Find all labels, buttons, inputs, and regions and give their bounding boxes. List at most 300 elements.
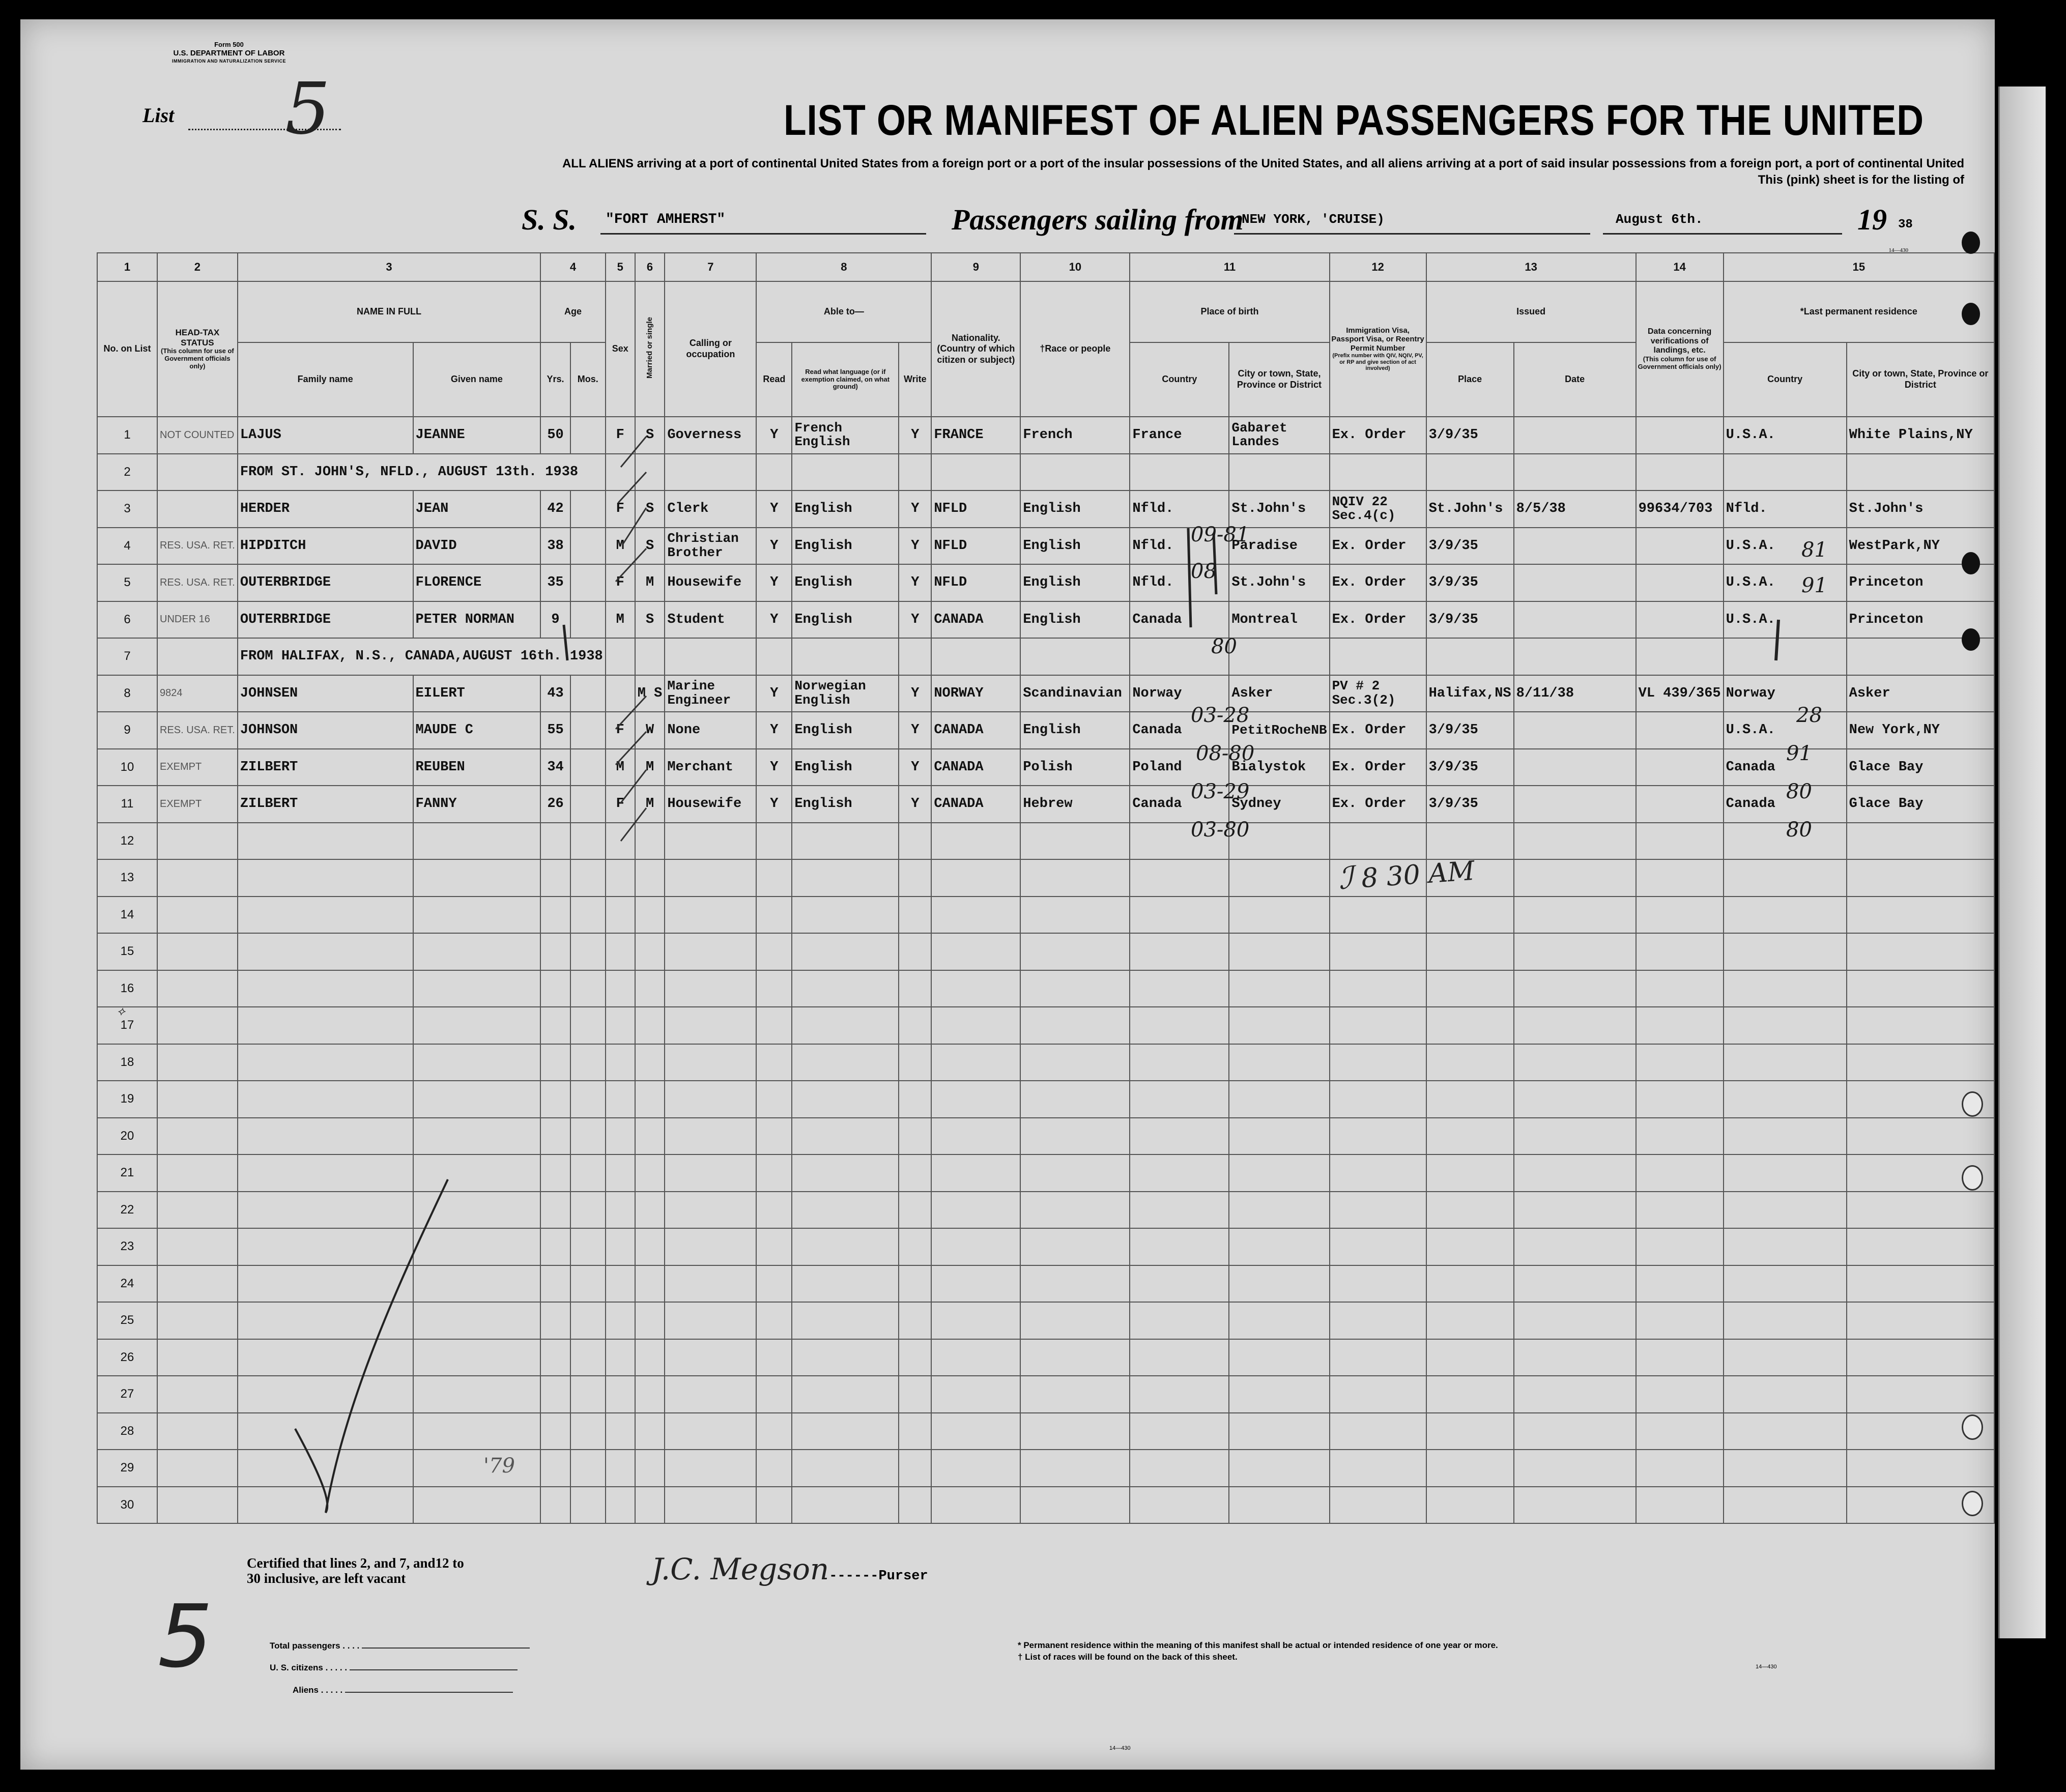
cell-place: 3/9/35 bbox=[1426, 601, 1514, 639]
cell-family: ZILBERT bbox=[238, 749, 413, 786]
cell-given: JEANNE bbox=[413, 417, 541, 454]
cell-read: Y bbox=[756, 786, 792, 823]
cell-nat: CANADA bbox=[931, 749, 1020, 786]
handwritten-code: 80 bbox=[1211, 635, 1237, 658]
cell-ms: S bbox=[635, 601, 665, 639]
line-number: 20 bbox=[97, 1118, 157, 1155]
cell-family: ZILBERT bbox=[238, 786, 413, 823]
hdr-visa-title: Immigration Visa, Passport Visa, or Reentry Permit Number bbox=[1331, 326, 1424, 353]
col-num-14: 14 bbox=[1636, 253, 1724, 281]
footnote-races: † List of races will be found on the back of this sheet. bbox=[1018, 1652, 1238, 1662]
cell-place: 3/9/35 bbox=[1426, 417, 1514, 454]
form-code: 14—430 bbox=[1888, 247, 1908, 253]
cell-calling: Clerk bbox=[665, 490, 756, 528]
cell-rcountry: Canada bbox=[1724, 786, 1847, 823]
aliens-row: Aliens . . . . . bbox=[270, 1679, 530, 1701]
cell-status: EXEMPT bbox=[157, 749, 238, 786]
line-number: 25 bbox=[97, 1302, 157, 1339]
handwritten-code: 80 bbox=[1786, 780, 1812, 803]
manifest-title: LIST OR MANIFEST OF ALIEN PASSENGERS FOR THE UNITED bbox=[784, 96, 1924, 144]
cell-nat: NFLD bbox=[931, 490, 1020, 528]
cell-bcity: St.John's bbox=[1229, 564, 1329, 601]
cell-family: LAJUS bbox=[238, 417, 413, 454]
cell-family: OUTERBRIDGE bbox=[238, 601, 413, 639]
cell-lang: English bbox=[792, 490, 899, 528]
cell-visa: Ex. Order bbox=[1330, 564, 1426, 601]
cell-ms: W bbox=[635, 712, 665, 749]
binder-hole bbox=[1962, 552, 1980, 574]
cell-nat: NORWAY bbox=[931, 675, 1020, 712]
cell-sex: F bbox=[606, 786, 635, 823]
col-num-13: 13 bbox=[1426, 253, 1636, 281]
cell-rcity: Asker bbox=[1847, 675, 1994, 712]
cell-yrs: 34 bbox=[540, 749, 570, 786]
hdr-place-of-birth: Place of birth bbox=[1130, 281, 1329, 342]
hdr-sex: Sex bbox=[606, 281, 635, 417]
col-num-3: 3 bbox=[238, 253, 540, 281]
handwritten-code: 91 bbox=[1801, 574, 1827, 597]
cell-calling: Governess bbox=[665, 417, 756, 454]
cell-bcity: Bialystok bbox=[1229, 749, 1329, 786]
col-num-11: 11 bbox=[1130, 253, 1329, 281]
line-number: 19 bbox=[97, 1081, 157, 1118]
cell-given: EILERT bbox=[413, 675, 541, 712]
cell-nat: CANADA bbox=[931, 601, 1020, 639]
line-number: 4 bbox=[97, 528, 157, 565]
purser-label: Purser bbox=[878, 1569, 928, 1584]
cell-date: 8/11/38 bbox=[1514, 675, 1636, 712]
hdr-verification-note: (This column for use of Government officials only) bbox=[1638, 355, 1721, 370]
certification-line-1: Certified that lines 2, and 7, and12 to bbox=[247, 1555, 464, 1571]
cell-race: English bbox=[1020, 601, 1130, 639]
cell-bcountry: Norway bbox=[1130, 675, 1229, 712]
cell-rcountry: Canada bbox=[1724, 749, 1847, 786]
hdr-no-on-list: No. on List bbox=[97, 281, 157, 417]
cell-write: Y bbox=[899, 528, 931, 565]
cell-rcity: WestPark,NY bbox=[1847, 528, 1994, 565]
cell-date: 8/5/38 bbox=[1514, 490, 1636, 528]
binder-hole bbox=[1962, 628, 1980, 651]
line-number: 26 bbox=[97, 1339, 157, 1376]
cell-sex: F bbox=[606, 564, 635, 601]
line-number: 9 bbox=[97, 712, 157, 749]
cell-calling: Housewife bbox=[665, 564, 756, 601]
cell-bcity: Gabaret Landes bbox=[1229, 417, 1329, 454]
cell-ms: S bbox=[635, 490, 665, 528]
check-mark bbox=[295, 1179, 448, 1513]
departure-banner: FROM HALIFAX, N.S., CANADA,AUGUST 16th. 1938 bbox=[238, 638, 606, 675]
cell-status: EXEMPT bbox=[157, 786, 238, 823]
hdr-married-text: Married or single bbox=[645, 316, 654, 379]
hdr-res-city: City or town, State, Province or District bbox=[1847, 342, 1994, 417]
hdr-write: Write bbox=[899, 342, 931, 417]
cell-read: Y bbox=[756, 564, 792, 601]
cell-rcountry: U.S.A. bbox=[1724, 712, 1847, 749]
cell-lang: English bbox=[792, 528, 899, 565]
col-num-9: 9 bbox=[931, 253, 1020, 281]
list-label: List bbox=[142, 104, 175, 127]
line-number: 29 bbox=[97, 1450, 157, 1487]
cell-lang: English bbox=[792, 564, 899, 601]
ship-name: "FORT AMHERST" bbox=[606, 212, 726, 227]
res-stroke bbox=[1776, 620, 1778, 660]
line-number: 23 bbox=[97, 1228, 157, 1265]
cell-given: MAUDE C bbox=[413, 712, 541, 749]
cell-bcity: Montreal bbox=[1229, 601, 1329, 639]
cell-read: Y bbox=[756, 490, 792, 528]
sailing-from: NEW YORK, 'CRUISE) bbox=[1242, 212, 1385, 227]
aliens-label: Aliens bbox=[293, 1685, 319, 1695]
cell-yrs: 50 bbox=[540, 417, 570, 454]
manifest-sheet bbox=[20, 19, 1995, 1770]
subtitle-line-1: ALL ALIENS arriving at a port of continental United States from a foreign port or a port of the insular possessions of the United States, and all aliens arriving at a port of said insular possessions from a foreign port, a port of continental United bbox=[562, 157, 1964, 170]
hdr-yrs: Yrs. bbox=[540, 342, 570, 417]
ss-label: S. S. bbox=[522, 203, 577, 236]
handwritten-code: 91 bbox=[1786, 742, 1812, 765]
col-num-10: 10 bbox=[1020, 253, 1130, 281]
col-num-8: 8 bbox=[756, 253, 931, 281]
cell-race: English bbox=[1020, 712, 1130, 749]
cell-yrs: 42 bbox=[540, 490, 570, 528]
cell-family: HERDER bbox=[238, 490, 413, 528]
cell-status: RES. USA. RET. bbox=[157, 528, 238, 565]
year-suffix: 38 bbox=[1898, 218, 1913, 232]
cell-read: Y bbox=[756, 749, 792, 786]
cell-nat: FRANCE bbox=[931, 417, 1020, 454]
handwritten-code: 28 bbox=[1796, 704, 1822, 727]
cell-rcity: New York,NY bbox=[1847, 712, 1994, 749]
hdr-read-lang: Read what language (or if exemption claimed, on what ground) bbox=[792, 342, 899, 417]
binder-hole bbox=[1962, 1414, 1983, 1440]
cell-write: Y bbox=[899, 564, 931, 601]
cell-sex: F bbox=[606, 490, 635, 528]
line-number: 27 bbox=[97, 1376, 157, 1413]
cell-rcity: Glace Bay bbox=[1847, 749, 1994, 786]
cell-nat: CANADA bbox=[931, 712, 1020, 749]
cell-rcity: Glace Bay bbox=[1847, 786, 1994, 823]
handwritten-code: 08 bbox=[1191, 560, 1217, 583]
cell-bcountry: Nfld. bbox=[1130, 528, 1229, 565]
us-citizens-row: U. S. citizens . . . . . bbox=[270, 1657, 530, 1679]
cell-nat: NFLD bbox=[931, 564, 1020, 601]
cell-rcity: St.John's bbox=[1847, 490, 1994, 528]
hdr-able-to: Able to— bbox=[756, 281, 931, 342]
hdr-family-name: Family name bbox=[238, 342, 413, 417]
cell-family: JOHNSON bbox=[238, 712, 413, 749]
hdr-age: Age bbox=[540, 281, 605, 342]
line-number: 2 bbox=[97, 454, 157, 491]
cell-write: Y bbox=[899, 490, 931, 528]
cell-sex: F bbox=[606, 417, 635, 454]
hdr-visa-note: (Prefix number with QIV, NQIV, PV, or RP and give section of act involved) bbox=[1332, 352, 1423, 372]
cell-place: 3/9/35 bbox=[1426, 564, 1514, 601]
cell-visa: Ex. Order bbox=[1330, 749, 1426, 786]
total-passengers-row: Total passengers . . . . bbox=[270, 1635, 530, 1657]
hdr-name-in-full: NAME IN FULL bbox=[238, 281, 540, 342]
binder-hole bbox=[1962, 1165, 1983, 1191]
form-number: Form 500 bbox=[214, 41, 244, 48]
cell-read: Y bbox=[756, 675, 792, 712]
cell-place: 3/9/35 bbox=[1426, 528, 1514, 565]
total-passengers-label: Total passengers bbox=[270, 1641, 340, 1651]
cell-given: REUBEN bbox=[413, 749, 541, 786]
cell-sex: M bbox=[606, 528, 635, 565]
line-number: 5 bbox=[97, 564, 157, 601]
handwritten-code: 80 bbox=[1786, 818, 1812, 842]
cell-visa: Ex. Order bbox=[1330, 601, 1426, 639]
cell-sex: M bbox=[606, 749, 635, 786]
cell-race: French bbox=[1020, 417, 1130, 454]
cell-race: English bbox=[1020, 564, 1130, 601]
cell-race: Hebrew bbox=[1020, 786, 1130, 823]
cell-given: FLORENCE bbox=[413, 564, 541, 601]
cell-race: English bbox=[1020, 490, 1130, 528]
us-citizens-label: U. S. citizens bbox=[270, 1663, 323, 1673]
cell-rcountry: Norway bbox=[1724, 675, 1847, 712]
list-number: 5 bbox=[285, 68, 331, 151]
hdr-given-name: Given name bbox=[413, 342, 541, 417]
cell-bcountry: Poland bbox=[1130, 749, 1229, 786]
sailing-date: August 6th. bbox=[1616, 212, 1703, 227]
binder-hole bbox=[1962, 1491, 1983, 1516]
cell-visa: Ex. Order bbox=[1330, 417, 1426, 454]
cell-lang: English bbox=[792, 749, 899, 786]
hdr-nationality: Nationality. (Country of which citizen or subject) bbox=[931, 281, 1020, 417]
cell-race: Scandinavian bbox=[1020, 675, 1130, 712]
cell-verif: 99634/703 bbox=[1636, 490, 1724, 528]
pen-strokes bbox=[564, 528, 1216, 660]
margin-mark: ⟡ bbox=[117, 1004, 125, 1018]
certification-line-2: 30 inclusive, are left vacant bbox=[247, 1570, 406, 1586]
cell-place: 3/9/35 bbox=[1426, 749, 1514, 786]
cell-rcountry: Nfld. bbox=[1724, 490, 1847, 528]
cell-ms: M bbox=[635, 786, 665, 823]
cell-calling: None bbox=[665, 712, 756, 749]
cell-family: JOHNSEN bbox=[238, 675, 413, 712]
cell-bcity: St.John's bbox=[1229, 490, 1329, 528]
cell-bcountry: Canada bbox=[1130, 786, 1229, 823]
handwritten-code: 09-81 bbox=[1191, 523, 1250, 546]
line-number: 16 bbox=[97, 970, 157, 1007]
cell-bcity: Sydney bbox=[1229, 786, 1329, 823]
footer-code: 14—430 bbox=[1109, 1745, 1131, 1751]
line-number: 12 bbox=[97, 823, 157, 860]
hdr-head-tax-title: HEAD-TAX STATUS bbox=[175, 328, 220, 348]
handwritten-code: 03-80 bbox=[1191, 818, 1250, 842]
cell-nat: CANADA bbox=[931, 786, 1020, 823]
hdr-last-residence: *Last permanent residence bbox=[1724, 281, 1994, 342]
line-number: 10 bbox=[97, 749, 157, 786]
line-number: 22 bbox=[97, 1192, 157, 1229]
cell-race: Polish bbox=[1020, 749, 1130, 786]
cell-rcity: White Plains,NY bbox=[1847, 417, 1994, 454]
cell-rcountry: U.S.A. bbox=[1724, 564, 1847, 601]
col-num-1: 1 bbox=[97, 253, 157, 281]
cell-status: NOT COUNTED bbox=[157, 417, 238, 454]
cell-yrs: 38 bbox=[540, 528, 570, 565]
col-num-5: 5 bbox=[606, 253, 635, 281]
cell-bcountry: Nfld. bbox=[1130, 490, 1229, 528]
inspector-stamp: ℐ 8 30 AM bbox=[1337, 855, 1476, 897]
cell-calling: Merchant bbox=[665, 749, 756, 786]
hdr-mos: Mos. bbox=[570, 342, 606, 417]
line-number: 14 bbox=[97, 897, 157, 934]
cell-ms: M S bbox=[635, 675, 665, 712]
handwritten-total: 5 bbox=[158, 1586, 213, 1687]
cell-calling: Housewife bbox=[665, 786, 756, 823]
cell-verif: VL 439/365 bbox=[1636, 675, 1724, 712]
hdr-head-tax-note: (This column for use of Government officials only) bbox=[161, 347, 234, 370]
cell-race: English bbox=[1020, 528, 1130, 565]
col-num-6: 6 bbox=[635, 253, 665, 281]
col-num-2: 2 bbox=[157, 253, 238, 281]
cell-rcountry: U.S.A. bbox=[1724, 528, 1847, 565]
cell-bcountry: Canada bbox=[1130, 712, 1229, 749]
cell-write: Y bbox=[899, 675, 931, 712]
cell-bcity: Asker bbox=[1229, 675, 1329, 712]
hdr-issued-place: Place bbox=[1426, 342, 1514, 417]
page-edge bbox=[1998, 86, 2046, 1638]
page-mark: '79 bbox=[483, 1454, 515, 1478]
hdr-birth-city: City or town, State, Province or District bbox=[1229, 342, 1329, 417]
cell-write: Y bbox=[899, 601, 931, 639]
cell-bcity: Paradise bbox=[1229, 528, 1329, 565]
hdr-birth-country: Country bbox=[1130, 342, 1229, 417]
line-number: 7 bbox=[97, 638, 157, 675]
cell-lang: English bbox=[792, 786, 899, 823]
line-number: 28 bbox=[97, 1413, 157, 1450]
cell-write: Y bbox=[899, 417, 931, 454]
cell-ms: M bbox=[635, 564, 665, 601]
cell-sex: F bbox=[606, 712, 635, 749]
cell-visa: NQIV 22 Sec.4(c) bbox=[1330, 490, 1426, 528]
cell-place: 3/9/35 bbox=[1426, 786, 1514, 823]
cell-calling: Christian Brother bbox=[665, 528, 756, 565]
cell-lang: English bbox=[792, 601, 899, 639]
service-name: IMMIGRATION AND NATURALIZATION SERVICE bbox=[172, 59, 286, 64]
line-number: 21 bbox=[97, 1154, 157, 1192]
cell-yrs: 43 bbox=[540, 675, 570, 712]
footnote-residence: * Permanent residence within the meaning of this manifest shall be actual or intended residence of one year or more. bbox=[1018, 1640, 1498, 1650]
hdr-res-country: Country bbox=[1724, 342, 1847, 417]
cell-given: FANNY bbox=[413, 786, 541, 823]
line-number: 8 bbox=[97, 675, 157, 712]
cell-bcity: PetitRocheNB bbox=[1229, 712, 1329, 749]
cell-given: JEAN bbox=[413, 490, 541, 528]
line-number: 18 bbox=[97, 1044, 157, 1081]
purser-signature: J.C. Megson bbox=[651, 1552, 829, 1586]
cell-visa: Ex. Order bbox=[1330, 712, 1426, 749]
year-prefix: 19 bbox=[1857, 203, 1887, 236]
cell-bcountry: Nfld. bbox=[1130, 564, 1229, 601]
cell-visa: PV # 2 Sec.3(2) bbox=[1330, 675, 1426, 712]
cell-nat: NFLD bbox=[931, 528, 1020, 565]
col-num-4: 4 bbox=[540, 253, 605, 281]
cell-yrs: 9 bbox=[540, 601, 570, 639]
line-number: 11 bbox=[97, 786, 157, 823]
cell-ms: S bbox=[635, 417, 665, 454]
cell-bcountry: Canada bbox=[1130, 601, 1229, 639]
hdr-read: Read bbox=[756, 342, 792, 417]
cell-status: 9824 bbox=[157, 675, 238, 712]
cell-lang: French English bbox=[792, 417, 899, 454]
cell-given: DAVID bbox=[413, 528, 541, 565]
binder-hole bbox=[1962, 1091, 1983, 1117]
cell-yrs: 26 bbox=[540, 786, 570, 823]
departure-banner: FROM ST. JOHN'S, NFLD., AUGUST 13th. 1938 bbox=[238, 454, 606, 491]
cell-read: Y bbox=[756, 601, 792, 639]
col-num-15: 15 bbox=[1724, 253, 1994, 281]
cell-place: St.John's bbox=[1426, 490, 1514, 528]
cell-status: RES. USA. RET. bbox=[157, 564, 238, 601]
hdr-race: †Race or people bbox=[1020, 281, 1130, 417]
purser-signature-block: J.C. Megson------Purser bbox=[651, 1552, 928, 1586]
hdr-issued-date: Date bbox=[1514, 342, 1636, 417]
binder-hole bbox=[1962, 303, 1980, 325]
cell-place: 3/9/35 bbox=[1426, 712, 1514, 749]
cell-sex: M bbox=[606, 601, 635, 639]
cell-rcity: Princeton bbox=[1847, 564, 1994, 601]
line-number: 6 bbox=[97, 601, 157, 639]
line-number: 17 bbox=[97, 1007, 157, 1044]
department-name: U.S. DEPARTMENT OF LABOR bbox=[173, 49, 285, 58]
cell-status: UNDER 16 bbox=[157, 601, 238, 639]
line-number: 3 bbox=[97, 490, 157, 528]
age-ticks bbox=[616, 437, 646, 841]
sailing-label: Passengers sailing from bbox=[952, 203, 1244, 236]
cell-read: Y bbox=[756, 417, 792, 454]
cell-family: OUTERBRIDGE bbox=[238, 564, 413, 601]
col-num-12: 12 bbox=[1330, 253, 1426, 281]
cell-yrs: 55 bbox=[540, 712, 570, 749]
handwritten-code: 03-28 bbox=[1191, 704, 1250, 727]
handwritten-code: 03-29 bbox=[1191, 780, 1250, 803]
binder-hole bbox=[1962, 232, 1980, 254]
line-number: 24 bbox=[97, 1265, 157, 1303]
col-num-7: 7 bbox=[665, 253, 756, 281]
cell-visa: Ex. Order bbox=[1330, 786, 1426, 823]
handwritten-code: 08-80 bbox=[1196, 742, 1255, 765]
cell-rcity: Princeton bbox=[1847, 601, 1994, 639]
handwritten-code: 81 bbox=[1801, 538, 1827, 562]
cell-status: RES. USA. RET. bbox=[157, 712, 238, 749]
hdr-verification-title: Data concerning verifications of landings, etc. bbox=[1647, 327, 1712, 355]
cell-ms: M bbox=[635, 749, 665, 786]
cell-rcountry: U.S.A. bbox=[1724, 417, 1847, 454]
cell-visa: Ex. Order bbox=[1330, 528, 1426, 565]
hdr-calling: Calling or occupation bbox=[665, 281, 756, 417]
inspector-time: 8 30 AM bbox=[1360, 855, 1476, 894]
cell-calling: Marine Engineer bbox=[665, 675, 756, 712]
line-number: 15 bbox=[97, 933, 157, 970]
cell-yrs: 35 bbox=[540, 564, 570, 601]
cell-ms: S bbox=[635, 528, 665, 565]
cell-bcountry: France bbox=[1130, 417, 1229, 454]
cell-read: Y bbox=[756, 712, 792, 749]
cell-write: Y bbox=[899, 712, 931, 749]
cell-given: PETER NORMAN bbox=[413, 601, 541, 639]
hdr-issued: Issued bbox=[1426, 281, 1636, 342]
cell-rcountry: U.S.A. bbox=[1724, 601, 1847, 639]
handwriting-overlay bbox=[20, 19, 1995, 1770]
cell-calling: Student bbox=[665, 601, 756, 639]
line-number: 13 bbox=[97, 859, 157, 897]
line-number: 30 bbox=[97, 1487, 157, 1524]
cell-write: Y bbox=[899, 786, 931, 823]
line-number: 1 bbox=[97, 417, 157, 454]
cell-lang: Norwegian English bbox=[792, 675, 899, 712]
cell-read: Y bbox=[756, 528, 792, 565]
